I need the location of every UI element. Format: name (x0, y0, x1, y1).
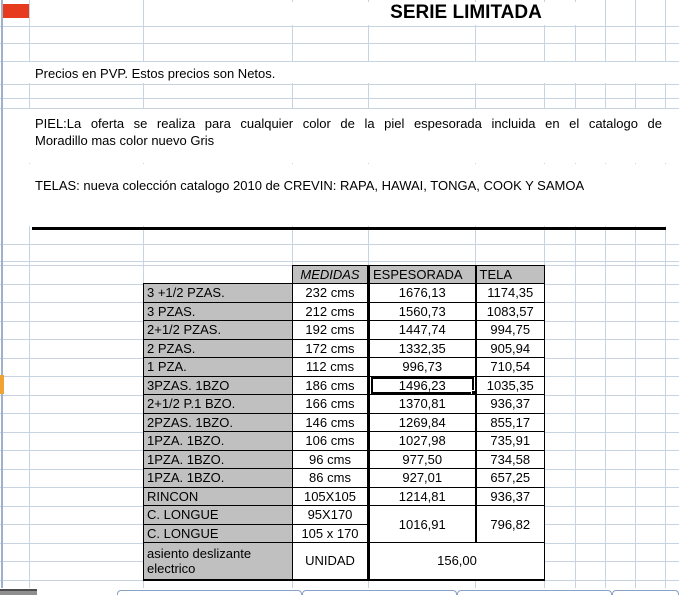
cell-label[interactable]: 2+1/2 PZAS. (144, 321, 293, 340)
cell-precio-unidad[interactable]: 156,00 (369, 543, 545, 580)
table-row (144, 543, 545, 580)
cell-espesorada[interactable]: 1016,91 (369, 506, 476, 543)
gridline (0, 84, 679, 85)
cell-label[interactable]: 1 PZA. (144, 358, 293, 377)
sheet-tab-bar (0, 588, 679, 595)
telas-cell-range[interactable] (29, 164, 666, 226)
table-row (144, 450, 545, 469)
cell-tela[interactable]: 796,82 (476, 506, 545, 543)
cell-tela[interactable]: 1083,57 (476, 302, 545, 321)
cell-medidas[interactable]: 95X170 (293, 506, 369, 525)
cell-medidas[interactable]: 232 cms (293, 284, 369, 303)
red-filled-cell[interactable] (3, 4, 29, 18)
gridline (0, 244, 679, 245)
table-row (144, 358, 545, 377)
cell-espesorada[interactable]: 1214,81 (369, 487, 476, 506)
cell-label[interactable]: 2PZAS. 1BZO. (144, 413, 293, 432)
header-espesorada[interactable]: ESPESORADA (369, 266, 476, 284)
table-row (144, 284, 545, 303)
cell-espesorada[interactable]: 1447,74 (369, 321, 476, 340)
table-row (144, 469, 545, 488)
note-telas: TELAS: nueva colección catalogo 2010 de CREVIN: RAPA, HAWAI, TONGA, COOK Y SAMOA (35, 178, 585, 193)
cell-medidas[interactable]: 106 cms (293, 432, 369, 451)
cell-medidas[interactable]: 166 cms (293, 395, 369, 414)
gridline (0, 43, 679, 44)
cell-medidas[interactable]: 146 cms (293, 413, 369, 432)
cell-espesorada[interactable]: 977,50 (369, 450, 476, 469)
cell-espesorada[interactable]: 1496,23 (369, 376, 476, 395)
cell-tela[interactable]: 855,17 (476, 413, 545, 432)
cell-label[interactable]: 3 PZAS. (144, 302, 293, 321)
cell-medidas[interactable]: 105X105 (293, 487, 369, 506)
cell-tela[interactable]: 1174,35 (476, 284, 545, 303)
cell-espesorada[interactable]: 1560,73 (369, 302, 476, 321)
sheet-tab[interactable] (457, 590, 612, 595)
cell-tela[interactable]: 735,91 (476, 432, 545, 451)
cell-espesorada[interactable]: 1027,98 (369, 432, 476, 451)
price-table-body (144, 284, 545, 580)
cell-label[interactable]: asiento deslizante electrico (144, 543, 293, 580)
cell-tela[interactable]: 1035,35 (476, 376, 545, 395)
gridline (665, 0, 666, 588)
cell-label[interactable]: 1PZA. 1BZO. (144, 432, 293, 451)
header-spacer-cell[interactable] (144, 266, 293, 284)
cell-tela[interactable]: 657,25 (476, 469, 545, 488)
cell-tela[interactable]: 734,58 (476, 450, 545, 469)
cell-medidas[interactable]: UNIDAD (293, 543, 369, 580)
cell-espesorada[interactable]: 1269,84 (369, 413, 476, 432)
fill-handle[interactable] (471, 390, 476, 395)
sheet-tab[interactable] (302, 590, 457, 595)
cell-medidas[interactable]: 212 cms (293, 302, 369, 321)
cell-medidas[interactable]: 96 cms (293, 450, 369, 469)
cell-medidas[interactable]: 186 cms (293, 376, 369, 395)
cell-espesorada[interactable]: 1332,35 (369, 339, 476, 358)
table-row (144, 432, 545, 451)
gridline (0, 261, 679, 262)
cell-tela[interactable]: 994,75 (476, 321, 545, 340)
table-row (144, 376, 545, 395)
cell-label[interactable]: 3 +1/2 PZAS. (144, 284, 293, 303)
cell-label[interactable]: RINCON (144, 487, 293, 506)
page-title: SERIE LIMITADA (390, 2, 542, 23)
cell-espesorada[interactable]: 927,01 (369, 469, 476, 488)
note-piel-line1: PIEL:La oferta se realiza para cualquier color de la piel espesorada incluida en el catalogo de (35, 116, 662, 131)
cell-label[interactable]: 2+1/2 P.1 BZO. (144, 395, 293, 414)
gridline (635, 0, 636, 588)
cell-label[interactable]: 1PZA. 1BZO. (144, 469, 293, 488)
cell-label[interactable]: 1PZA. 1BZO. (144, 450, 293, 469)
table-row (144, 321, 545, 340)
cell-medidas[interactable]: 172 cms (293, 339, 369, 358)
cell-medidas[interactable]: 86 cms (293, 469, 369, 488)
cell-label[interactable]: C. LONGUE (144, 524, 293, 543)
sheet-tab[interactable] (117, 590, 302, 595)
cell-tela[interactable]: 905,94 (476, 339, 545, 358)
cell-label[interactable]: 2 PZAS. (144, 339, 293, 358)
cell-medidas[interactable]: 105 x 170 (293, 524, 369, 543)
price-table (143, 265, 545, 581)
header-tela[interactable]: TELA (476, 266, 545, 284)
gridline (575, 0, 576, 588)
selection-marquee (371, 377, 474, 395)
gridline (29, 0, 30, 588)
sheet-left-edge (1, 0, 3, 588)
table-row (144, 339, 545, 358)
table-header-row (144, 266, 545, 284)
orange-row-marker (0, 375, 4, 394)
note-piel-line2: Moradillo mas color nuevo Gris (35, 133, 215, 148)
note-precios: Precios en PVP. Estos precios son Netos. (35, 66, 276, 81)
gridline (0, 26, 679, 27)
notes-bottom-border (32, 227, 666, 230)
cell-espesorada[interactable]: 1370,81 (369, 395, 476, 414)
sheet-tab[interactable] (612, 590, 679, 595)
note-piel (35, 115, 662, 149)
gridline (605, 0, 606, 588)
cell-espesorada[interactable]: 1676,13 (369, 284, 476, 303)
header-medidas[interactable]: MEDIDAS (293, 266, 369, 284)
cell-label[interactable]: 3PZAS. 1BZO (144, 376, 293, 395)
cell-tela[interactable]: 710,54 (476, 358, 545, 377)
cell-label[interactable]: C. LONGUE (144, 506, 293, 525)
sheet-tab-active[interactable] (0, 589, 37, 595)
gridline (0, 98, 679, 99)
table-row (144, 302, 545, 321)
cell-tela[interactable]: 936,37 (476, 395, 545, 414)
table-row (144, 487, 545, 506)
table-row (144, 395, 545, 414)
cell-medidas[interactable]: 112 cms (293, 358, 369, 377)
cell-medidas[interactable]: 192 cms (293, 321, 369, 340)
cell-tela[interactable]: 936,37 (476, 487, 545, 506)
table-row (144, 413, 545, 432)
table-row (144, 506, 545, 525)
cell-espesorada[interactable]: 996,73 (369, 358, 476, 377)
